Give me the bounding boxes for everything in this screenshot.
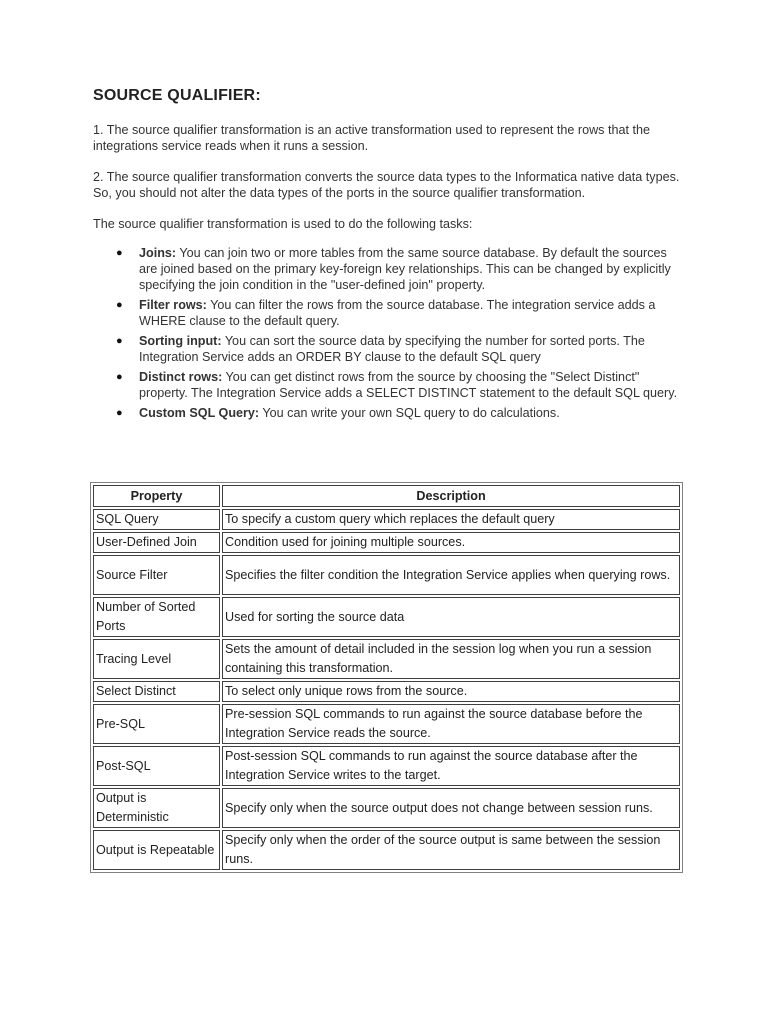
task-text: You can sort the source data by specifying the number for sorted ports. The Integration Service adds an ORDER BY clause to the default SQL query	[139, 334, 645, 364]
task-term: Distinct rows:	[139, 370, 223, 384]
paragraph-2: 2. The source qualifier transformation converts the source data types to the Informatica native data types. So, you should not alter the data types of the ports in the source qualifier transformation.	[93, 170, 680, 200]
bullet-icon: ●	[116, 407, 123, 419]
bullet-icon: ●	[116, 371, 123, 383]
description-cell: To specify a custom query which replaces the default query	[222, 509, 680, 530]
property-cell: Output is Deterministic	[93, 788, 220, 828]
document-body	[93, 86, 683, 425]
description-cell: Post-session SQL commands to run against the source database after the Integration Service writes to the target.	[222, 746, 680, 786]
description-cell: Specify only when the source output does not change between session runs.	[222, 788, 680, 828]
table-row	[93, 704, 680, 744]
table-row	[93, 597, 680, 637]
table-row	[93, 746, 680, 786]
description-cell: Used for sorting the source data	[222, 597, 680, 637]
table-row	[93, 532, 680, 553]
list-item	[93, 333, 683, 365]
description-cell: Specifies the filter condition the Integration Service applies when querying rows.	[222, 555, 680, 595]
table-row	[93, 509, 680, 530]
task-list	[93, 245, 683, 421]
property-cell: Pre-SQL	[93, 704, 220, 744]
header-property: Property	[93, 485, 220, 507]
list-item	[93, 405, 683, 421]
description-cell: Pre-session SQL commands to run against the source database before the Integration Service reads the source.	[222, 704, 680, 744]
list-item	[93, 369, 683, 401]
property-cell: Select Distinct	[93, 681, 220, 702]
task-term: Sorting input:	[139, 334, 222, 348]
description-cell: Specify only when the order of the source output is same between the session runs.	[222, 830, 680, 870]
list-item	[93, 297, 683, 329]
table-header-row	[93, 485, 680, 507]
property-cell: Tracing Level	[93, 639, 220, 679]
task-text: You can get distinct rows from the source by choosing the "Select Distinct" property. The Integration Service adds a SELECT DISTINCT statement to the default SQL query.	[139, 370, 678, 400]
table-row	[93, 788, 680, 828]
property-cell: Output is Repeatable	[93, 830, 220, 870]
property-cell: Source Filter	[93, 555, 220, 595]
property-cell: Post-SQL	[93, 746, 220, 786]
task-text: You can join two or more tables from the same source database. By default the sources are joined based on the primary key-foreign key relationships. This can be changed by explicitly specifying the join condition in the "user-defined join" property.	[139, 246, 671, 292]
table-row	[93, 639, 680, 679]
task-term: Joins:	[139, 246, 177, 260]
description-cell: Condition used for joining multiple sources.	[222, 532, 680, 553]
task-text: You can write your own SQL query to do calculations.	[259, 406, 560, 420]
paragraph-1: 1. The source qualifier transformation is an active transformation used to represent the rows that the integrations service reads when it runs a session.	[93, 123, 650, 153]
description-cell: Sets the amount of detail included in the session log when you run a session containing this transformation.	[222, 639, 680, 679]
task-term: Custom SQL Query:	[139, 406, 260, 420]
bullet-icon: ●	[116, 335, 123, 347]
table-row	[93, 555, 680, 595]
properties-table	[90, 482, 683, 873]
paragraph-tasks-intro: The source qualifier transformation is used to do the following tasks:	[93, 217, 473, 231]
property-cell: SQL Query	[93, 509, 220, 530]
header-description: Description	[222, 485, 680, 507]
page-title: SOURCE QUALIFIER:	[93, 87, 261, 104]
bullet-icon: ●	[116, 247, 123, 259]
table-row	[93, 681, 680, 702]
task-text: You can filter the rows from the source database. The integration service adds a WHERE clause to the default query.	[139, 298, 656, 328]
property-cell: User-Defined Join	[93, 532, 220, 553]
bullet-icon: ●	[116, 299, 123, 311]
list-item	[93, 245, 683, 293]
property-cell: Number of Sorted Ports	[93, 597, 220, 637]
description-cell: To select only unique rows from the source.	[222, 681, 680, 702]
task-term: Filter rows:	[139, 298, 207, 312]
table-row	[93, 830, 680, 870]
